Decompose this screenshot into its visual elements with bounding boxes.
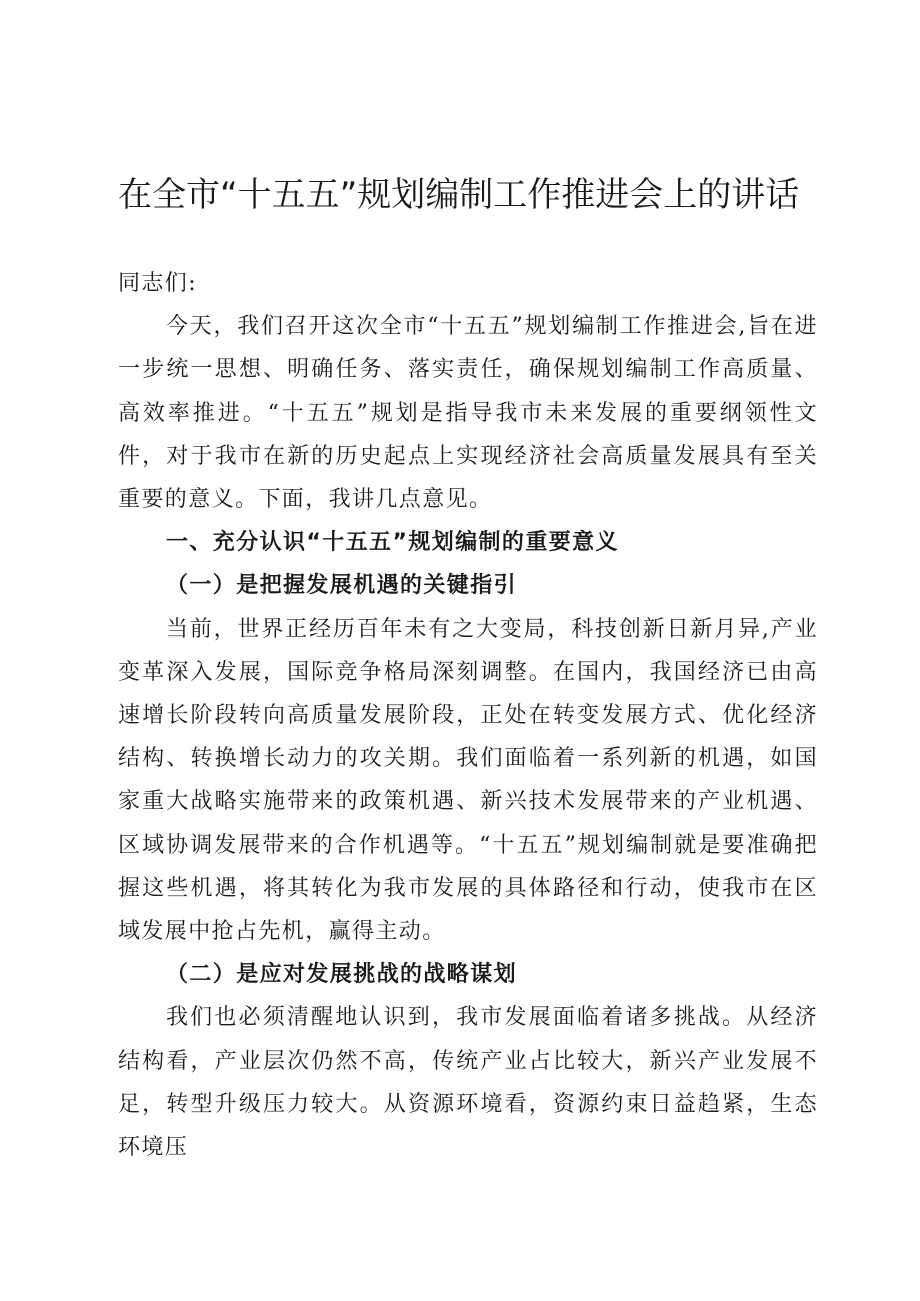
salutation: 同志们: xyxy=(118,271,198,296)
document-title: 在全市“十五五”规划编制工作推进会上的讲话 xyxy=(118,175,800,215)
subsection-heading-2: （二）是应对发展挑战的战略谋划 xyxy=(166,961,518,988)
subsection-paragraph-1: 当前，世界正经历百年未有之大变局，科技创新日新月异,产业变革深入发展，国际竞争格局深刻调整。在国内，我国经济已由高速增长阶段转向高质量发展阶段，正处在转变发展方式、优化经济结构、转换增长动力的攻关期。我们面临着一系列新的机遇，如国家重大战略实施带来的政策机遇、新兴技术发展带来的产业机遇、区域协调发展带来的合作机遇等。“十五五”规划编制就是要准确把握这些机遇，将其转化为我市发展的具体路径和行动，使我市在区域发展中抢占先机，赢得主动。 xyxy=(118,616,818,945)
subsection-heading-1: （一）是把握发展机遇的关键指引 xyxy=(166,572,518,599)
document-body xyxy=(118,262,818,1169)
intro-paragraph: 今天，我们召开这次全市“十五五”规划编制工作推进会,旨在进一步统一思想、明确任务、落实责任，确保规划编制工作高质量、高效率推进。“十五五”规划是指导我市未来发展的重要纲领性文件，对于我市在新的历史起点上实现经济社会高质量发展具有至关重要的意义。下面，我讲几点意见。 xyxy=(118,314,818,513)
section-heading-1: 一、充分认识“十五五”规划编制的重要意义 xyxy=(166,530,619,556)
subsection-paragraph-2: 我们也必须清醒地认识到，我市发展面临着诸多挑战。从经济结构看，产业层次仍然不高，传统产业占比较大，新兴产业发展不足，转型升级压力较大。从资源环境看，资源约束日益趋紧，生态环境压 xyxy=(118,1005,818,1161)
